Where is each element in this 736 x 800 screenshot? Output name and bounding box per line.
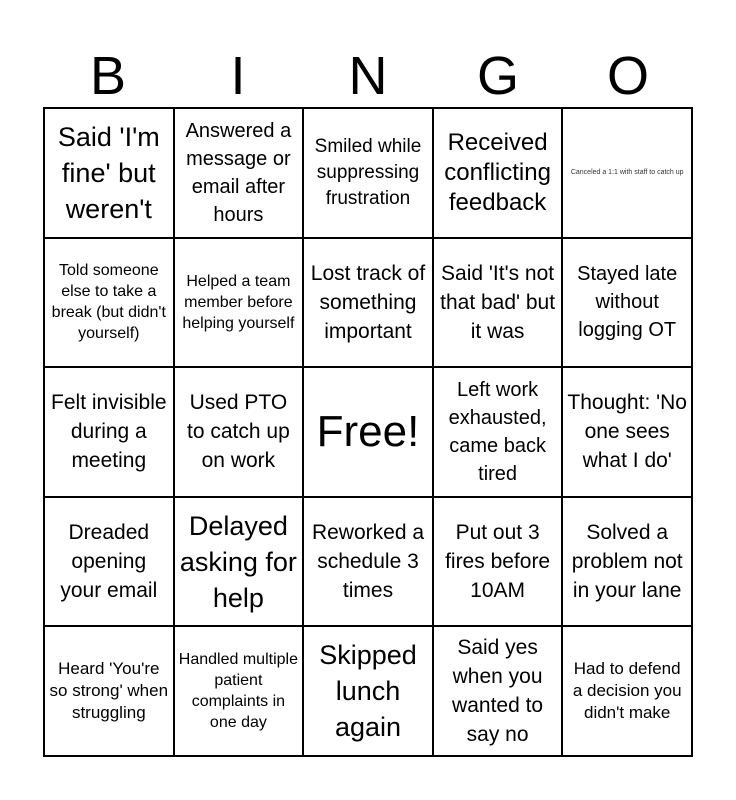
bingo-cell-text: Skipped lunch again xyxy=(319,640,417,743)
bingo-cell-text: Thought: 'No one sees what I do' xyxy=(567,391,687,473)
bingo-cell-text: Had to defend a decision you didn't make xyxy=(572,659,682,723)
bingo-cell[interactable] xyxy=(44,626,174,756)
bingo-cell[interactable] xyxy=(433,367,563,497)
bingo-cell[interactable] xyxy=(303,238,433,368)
bingo-cell[interactable] xyxy=(44,238,174,368)
bingo-header xyxy=(43,44,693,108)
header-letter-b: B xyxy=(89,46,127,106)
bingo-cell[interactable] xyxy=(562,626,692,756)
header-letter-o: O xyxy=(606,46,649,106)
bingo-cell[interactable] xyxy=(562,238,692,368)
bingo-cell[interactable] xyxy=(433,497,563,627)
bingo-cell-text: Canceled a 1:1 with staff to catch up xyxy=(570,169,684,177)
bingo-cell[interactable] xyxy=(303,497,433,627)
bingo-cell-text: Dreaded opening your email xyxy=(60,521,158,603)
header-letter-n: N xyxy=(348,46,388,106)
bingo-cell-text: Heard 'You're so strong' when struggling xyxy=(49,659,169,723)
bingo-cell[interactable] xyxy=(174,497,304,627)
bingo-cell-text: Said 'It's not that bad' but it was xyxy=(440,261,556,343)
bingo-cell-text: Stayed late without logging OT xyxy=(577,263,678,342)
bingo-cell[interactable] xyxy=(174,367,304,497)
bingo-free-space[interactable] xyxy=(303,367,433,497)
bingo-cell[interactable] xyxy=(303,626,433,756)
bingo-cell[interactable] xyxy=(174,108,304,238)
bingo-cell-text: Lost track of something important xyxy=(310,261,426,343)
bingo-cell-text: Answered a message or email after hours xyxy=(185,119,292,226)
bingo-cell[interactable] xyxy=(562,497,692,627)
bingo-cell[interactable] xyxy=(174,238,304,368)
bingo-cell-text: Helped a team member before helping yourself xyxy=(182,272,295,332)
bingo-cell[interactable] xyxy=(433,238,563,368)
free-space-text: Free! xyxy=(316,406,420,456)
bingo-cell-text: Told someone else to take a break (but didn't yourself) xyxy=(51,262,166,343)
header-letter-i: I xyxy=(230,46,246,106)
bingo-cell-text: Delayed asking for help xyxy=(179,510,297,613)
bingo-cell[interactable] xyxy=(562,108,692,238)
bingo-cell[interactable] xyxy=(303,108,433,238)
bingo-cell[interactable] xyxy=(44,367,174,497)
bingo-cell[interactable] xyxy=(174,626,304,756)
bingo-cell-text: Said yes when you wanted to say no xyxy=(452,636,544,747)
bingo-cell-text: Solved a problem not in your lane xyxy=(571,521,683,603)
bingo-cell-text: Received conflicting feedback xyxy=(444,128,551,216)
bingo-cell[interactable] xyxy=(433,108,563,238)
bingo-cell-text: Put out 3 fires before 10AM xyxy=(445,521,551,603)
bingo-card-grid xyxy=(43,107,693,757)
bingo-cell-text: Left work exhausted, came back tired xyxy=(448,378,547,485)
bingo-cell-text: Smiled while suppressing frustration xyxy=(314,135,422,209)
bingo-cell-text: Reworked a schedule 3 times xyxy=(311,521,425,603)
bingo-cell[interactable] xyxy=(44,108,174,238)
bingo-cell-text: Felt invisible during a meeting xyxy=(51,391,167,473)
header-letter-g: G xyxy=(476,46,519,106)
bingo-cell[interactable] xyxy=(433,626,563,756)
bingo-cell[interactable] xyxy=(562,367,692,497)
bingo-cell-text: Used PTO to catch up on work xyxy=(187,391,290,473)
bingo-cell-text: Said 'I'm fine' but weren't xyxy=(57,121,160,224)
bingo-cell-text: Handled multiple patient complaints in one day xyxy=(178,651,298,732)
bingo-cell[interactable] xyxy=(44,497,174,627)
